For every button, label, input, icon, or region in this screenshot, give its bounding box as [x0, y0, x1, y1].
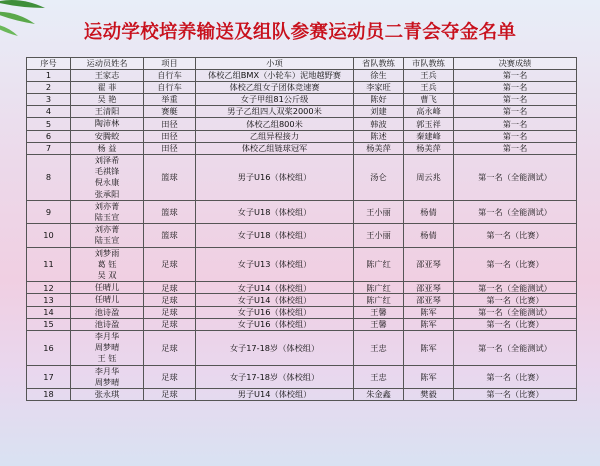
athlete-name: 翟 菲	[97, 81, 117, 92]
row-number: 9	[27, 200, 71, 223]
result-cell: 第一名	[454, 106, 577, 118]
city-coach-cell: 陈军	[404, 330, 454, 365]
city-coach-cell: 高永峰	[404, 106, 454, 118]
athlete-name: 池诗盈	[94, 318, 120, 329]
athlete-name: 张承阳	[94, 188, 120, 199]
athlete-names	[71, 388, 144, 400]
header-city-coach: 市队教练	[404, 58, 454, 70]
row-number: 1	[27, 69, 71, 81]
event-cell: 女子U18（体校组）	[196, 200, 354, 223]
sport-cell: 足球	[144, 365, 196, 388]
athlete-name: 杨 益	[97, 142, 117, 153]
table-row	[27, 154, 577, 200]
city-coach-cell: 杨倩	[404, 224, 454, 247]
provincial-coach-cell: 王馨	[354, 318, 404, 330]
provincial-coach-cell: 陈好	[354, 93, 404, 105]
provincial-coach-cell: 王馨	[354, 306, 404, 318]
city-coach-cell: 郭玉祥	[404, 118, 454, 130]
row-number: 4	[27, 106, 71, 118]
athlete-name: 安腾蛟	[94, 130, 120, 141]
athlete-name: 刘亦菁	[94, 224, 120, 235]
athlete-name: 王家志	[94, 69, 120, 80]
sport-cell: 田径	[144, 130, 196, 142]
athlete-names	[71, 81, 144, 93]
table-row	[27, 200, 577, 223]
row-number: 7	[27, 142, 71, 154]
event-cell: 体校乙组女子团体竞速赛	[196, 81, 354, 93]
header-number: 序号	[27, 58, 71, 70]
table-row	[27, 318, 577, 330]
table-row	[27, 306, 577, 318]
city-coach-cell: 王兵	[404, 69, 454, 81]
athlete-name: 王 钰	[97, 353, 117, 364]
provincial-coach-cell: 王忠	[354, 365, 404, 388]
row-number: 8	[27, 154, 71, 200]
athlete-name: 陆玉宣	[94, 211, 120, 222]
provincial-coach-cell: 朱金鑫	[354, 388, 404, 400]
result-cell: 第一名（比赛）	[454, 294, 577, 306]
sport-cell: 田径	[144, 142, 196, 154]
event-cell: 体校乙组链球冠军	[196, 142, 354, 154]
result-cell: 第一名（全能测试）	[454, 306, 577, 318]
provincial-coach-cell: 王小丽	[354, 200, 404, 223]
sport-cell: 足球	[144, 306, 196, 318]
event-cell: 女子U16（体校组）	[196, 306, 354, 318]
row-number: 16	[27, 330, 71, 365]
result-cell: 第一名（全能测试）	[454, 154, 577, 200]
sport-cell: 篮球	[144, 154, 196, 200]
sport-cell: 自行车	[144, 81, 196, 93]
athlete-names	[71, 69, 144, 81]
city-coach-cell: 邵亚琴	[404, 282, 454, 294]
athlete-name: 陶沛林	[94, 118, 120, 129]
row-number: 12	[27, 282, 71, 294]
city-coach-cell: 陈军	[404, 365, 454, 388]
sport-cell: 篮球	[144, 224, 196, 247]
sport-cell: 篮球	[144, 200, 196, 223]
result-cell: 第一名（全能测试）	[454, 200, 577, 223]
provincial-coach-cell: 汤仑	[354, 154, 404, 200]
result-cell: 第一名	[454, 130, 577, 142]
row-number: 5	[27, 118, 71, 130]
sport-cell: 足球	[144, 388, 196, 400]
result-cell: 第一名	[454, 93, 577, 105]
athlete-name: 吴 双	[97, 269, 117, 280]
result-cell: 第一名（比赛）	[454, 365, 577, 388]
city-coach-cell: 邵亚琴	[404, 247, 454, 282]
event-cell: 男子U14（体校组）	[196, 388, 354, 400]
athlete-names	[71, 200, 144, 223]
city-coach-cell: 邵亚琴	[404, 294, 454, 306]
table-row	[27, 247, 577, 282]
event-cell: 女子U16（体校组）	[196, 318, 354, 330]
athlete-name: 任晴儿	[94, 294, 120, 305]
result-cell: 第一名	[454, 81, 577, 93]
provincial-coach-cell: 韩波	[354, 118, 404, 130]
event-cell: 女子U13（体校组）	[196, 247, 354, 282]
table-row	[27, 81, 577, 93]
result-cell: 第一名（比赛）	[454, 247, 577, 282]
result-cell: 第一名（全能测试）	[454, 282, 577, 294]
table-row	[27, 388, 577, 400]
table-row	[27, 93, 577, 105]
city-coach-cell: 陈军	[404, 318, 454, 330]
table-row	[27, 282, 577, 294]
event-cell: 乙组异程接力	[196, 130, 354, 142]
table-row	[27, 118, 577, 130]
athlete-name: 周梦晴	[94, 376, 120, 387]
row-number: 15	[27, 318, 71, 330]
result-cell: 第一名（全能测试）	[454, 330, 577, 365]
athlete-name: 吴 艳	[97, 93, 117, 104]
event-cell: 女子U18（体校组）	[196, 224, 354, 247]
provincial-coach-cell: 陈广红	[354, 294, 404, 306]
athlete-name: 陆玉宣	[94, 235, 120, 246]
athlete-names	[71, 224, 144, 247]
event-cell: 女子U14（体校组）	[196, 294, 354, 306]
results-table-container	[26, 57, 576, 401]
sport-cell: 举重	[144, 93, 196, 105]
row-number: 3	[27, 93, 71, 105]
sport-cell: 田径	[144, 118, 196, 130]
athlete-names	[71, 106, 144, 118]
sport-cell: 足球	[144, 247, 196, 282]
sport-cell: 赛艇	[144, 106, 196, 118]
athlete-names	[71, 294, 144, 306]
table-row	[27, 69, 577, 81]
provincial-coach-cell: 王小丽	[354, 224, 404, 247]
athlete-names	[71, 118, 144, 130]
provincial-coach-cell: 王忠	[354, 330, 404, 365]
table-row	[27, 330, 577, 365]
event-cell: 男子乙组四人双桨2000米	[196, 106, 354, 118]
table-row	[27, 224, 577, 247]
athlete-name: 葛 钰	[97, 258, 117, 269]
city-coach-cell: 陈军	[404, 306, 454, 318]
result-cell: 第一名	[454, 69, 577, 81]
result-cell: 第一名（比赛）	[454, 318, 577, 330]
row-number: 17	[27, 365, 71, 388]
sport-cell: 足球	[144, 330, 196, 365]
athlete-name: 毛祺锋	[94, 166, 120, 177]
table-row	[27, 106, 577, 118]
city-coach-cell: 曹飞	[404, 93, 454, 105]
athlete-name: 任晴儿	[94, 282, 120, 293]
athlete-names	[71, 365, 144, 388]
city-coach-cell: 周云兆	[404, 154, 454, 200]
row-number: 18	[27, 388, 71, 400]
athlete-name: 李月华	[94, 365, 120, 376]
provincial-coach-cell: 陈述	[354, 130, 404, 142]
result-cell: 第一名	[454, 118, 577, 130]
header-final-result: 决赛成绩	[454, 58, 577, 70]
provincial-coach-cell: 杨美萍	[354, 142, 404, 154]
header-athlete-name: 运动员姓名	[71, 58, 144, 70]
athlete-names	[71, 247, 144, 282]
athlete-name: 刘亦菁	[94, 200, 120, 211]
event-cell: 男子U16（体校组）	[196, 154, 354, 200]
athlete-names	[71, 154, 144, 200]
athlete-names	[71, 142, 144, 154]
athlete-name: 刘泽希	[94, 154, 120, 165]
city-coach-cell: 杨美萍	[404, 142, 454, 154]
event-cell: 女子U14（体校组）	[196, 282, 354, 294]
athlete-name: 倪永康	[94, 177, 120, 188]
table-header-row	[27, 58, 577, 70]
city-coach-cell: 樊毅	[404, 388, 454, 400]
athlete-name: 刘梦雨	[94, 247, 120, 258]
athlete-names	[71, 282, 144, 294]
athlete-name: 张永琪	[94, 388, 120, 399]
city-coach-cell: 王兵	[404, 81, 454, 93]
athlete-names	[71, 93, 144, 105]
row-number: 11	[27, 247, 71, 282]
result-cell: 第一名（比赛）	[454, 224, 577, 247]
results-table	[26, 57, 577, 401]
event-cell: 体校乙组800米	[196, 118, 354, 130]
provincial-coach-cell: 刘建	[354, 106, 404, 118]
header-event: 小项	[196, 58, 354, 70]
result-cell: 第一名	[454, 142, 577, 154]
athlete-names	[71, 330, 144, 365]
sport-cell: 足球	[144, 282, 196, 294]
athlete-names	[71, 130, 144, 142]
athlete-name: 王清阳	[94, 106, 120, 117]
page-title: 运动学校培养输送及组队参赛运动员二青会夺金名单	[83, 22, 517, 43]
sport-cell: 足球	[144, 318, 196, 330]
row-number: 13	[27, 294, 71, 306]
result-cell: 第一名（比赛）	[454, 388, 577, 400]
provincial-coach-cell: 陈广红	[354, 282, 404, 294]
event-cell: 女子17-18岁（体校组）	[196, 330, 354, 365]
athlete-name: 池诗盈	[94, 306, 120, 317]
row-number: 14	[27, 306, 71, 318]
provincial-coach-cell: 陈广红	[354, 247, 404, 282]
table-row	[27, 142, 577, 154]
table-row	[27, 130, 577, 142]
event-cell: 女子甲组81公斤级	[196, 93, 354, 105]
athlete-names	[71, 306, 144, 318]
header-provincial-coach: 省队教练	[354, 58, 404, 70]
row-number: 6	[27, 130, 71, 142]
sport-cell: 足球	[144, 294, 196, 306]
header-sport: 项目	[144, 58, 196, 70]
city-coach-cell: 杨倩	[404, 200, 454, 223]
row-number: 2	[27, 81, 71, 93]
provincial-coach-cell: 徐生	[354, 69, 404, 81]
sport-cell: 自行车	[144, 69, 196, 81]
athlete-name: 李月华	[94, 330, 120, 341]
event-cell: 女子17-18岁（体校组）	[196, 365, 354, 388]
athlete-names	[71, 318, 144, 330]
table-row	[27, 294, 577, 306]
event-cell: 体校乙组BMX（小轮车）泥地越野赛	[196, 69, 354, 81]
row-number: 10	[27, 224, 71, 247]
provincial-coach-cell: 李家旺	[354, 81, 404, 93]
city-coach-cell: 秦建峰	[404, 130, 454, 142]
athlete-name: 周梦晴	[94, 342, 120, 353]
table-row	[27, 365, 577, 388]
